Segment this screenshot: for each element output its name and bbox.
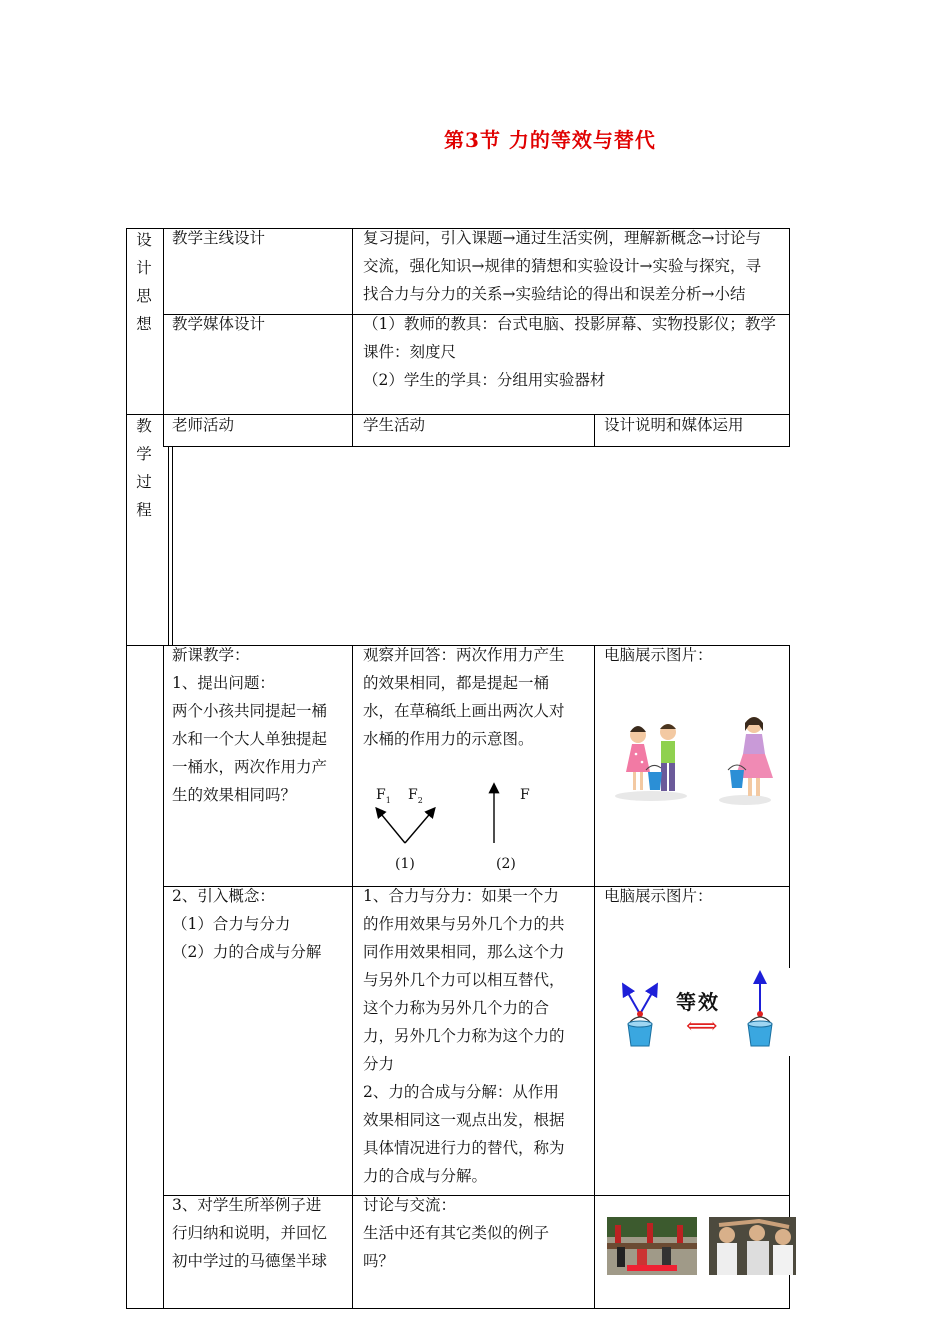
equiv-arrow-icon: ⟺ [686,1014,718,1039]
equiv-text: 等效 [676,990,720,1014]
row1-media: 电脑展示图片： [604,646,713,664]
main-line-label: 教学主线设计 [172,229,266,247]
design-side-label: 设 计 思 想 [136,231,152,333]
row3-teacher: 3、对学生所举例子进 行归纳和说明，并回忆 初中学过的马德堡半球 [172,1196,328,1270]
diagram-label-1: (1) [395,856,415,872]
row2-teacher: 2、引入概念： （1）合力与分力 （2）力的合成与分解 [172,887,322,961]
table-rule [163,446,790,447]
bucket-carry-illustration [606,710,786,810]
row3-student: 讨论与交流： 生活中还有其它类似的例子 吗？ [363,1196,550,1270]
table-rule [163,645,164,1309]
media-label: 教学媒体设计 [172,315,266,333]
table-rule [168,446,169,645]
table-rule [352,645,353,1309]
f2-label: $F_2$ [408,787,423,805]
page-title: 第3节 力的等效与替代 [444,128,656,152]
equivalence-illustration [612,968,797,1056]
tug-of-war-photo [607,1217,697,1275]
row2-media: 电脑展示图片： [604,887,713,905]
row1-teacher: 新课教学： 1、提出问题： 两个小孩共同提起一桶 水和一个大人单独提起 一桶水，两次作用力产 生的效果相同吗？ [172,646,328,804]
header-student: 学生活动 [363,416,426,434]
row1-student: 观察并回答：两次作用力产生 的效果相同，都是提起一桶 水，在草稿纸上画出两次人对 水桶的作用力的示意图。 [363,646,565,748]
header-teacher: 老师活动 [172,416,235,434]
table-border-left [126,228,127,1309]
diagram-label-2: (2) [496,856,516,872]
row2-student: 1、合力与分力：如果一个力 的作用效果与另外几个力的共 同作用效果相同，那么这个力 与另外几个力可以相互替代， 这个力称为另外几个力的合 力，另外几个力称为这个力的 分力 2、力的合成与分解：从作用 效果相同这一观点出发，根据 具体情况进行力的替代，称为 力的合成与分解。 [363,887,565,1185]
f2-arrow [405,809,434,843]
table-rule [126,1308,790,1309]
table-rule [163,228,164,447]
lifting-photo [709,1217,796,1275]
table-rule [172,446,173,645]
f1-arrow [377,809,405,843]
table-rule [352,228,353,447]
f1-label: $F_1$ [376,787,391,805]
table-rule [594,414,595,447]
media-text: （1）教师的教具：台式电脑、投影屏幕、实物投影仪；教学 课件：刻度尺 （2）学生的学具：分组用实验器材 [363,315,776,389]
header-media: 设计说明和媒体运用 [604,416,744,434]
process-side-label: 教 学 过 程 [136,417,152,519]
main-line-text: 复习提问，引入课题→通过生活实例，理解新概念→讨论与 交流，强化知识→规律的猜想和实验设计→实验与探究，寻 找合力与分力的关系→实验结论的得出和误差分析→小结 [363,229,761,303]
f-label: F [520,787,530,803]
force-diagram [362,775,582,885]
